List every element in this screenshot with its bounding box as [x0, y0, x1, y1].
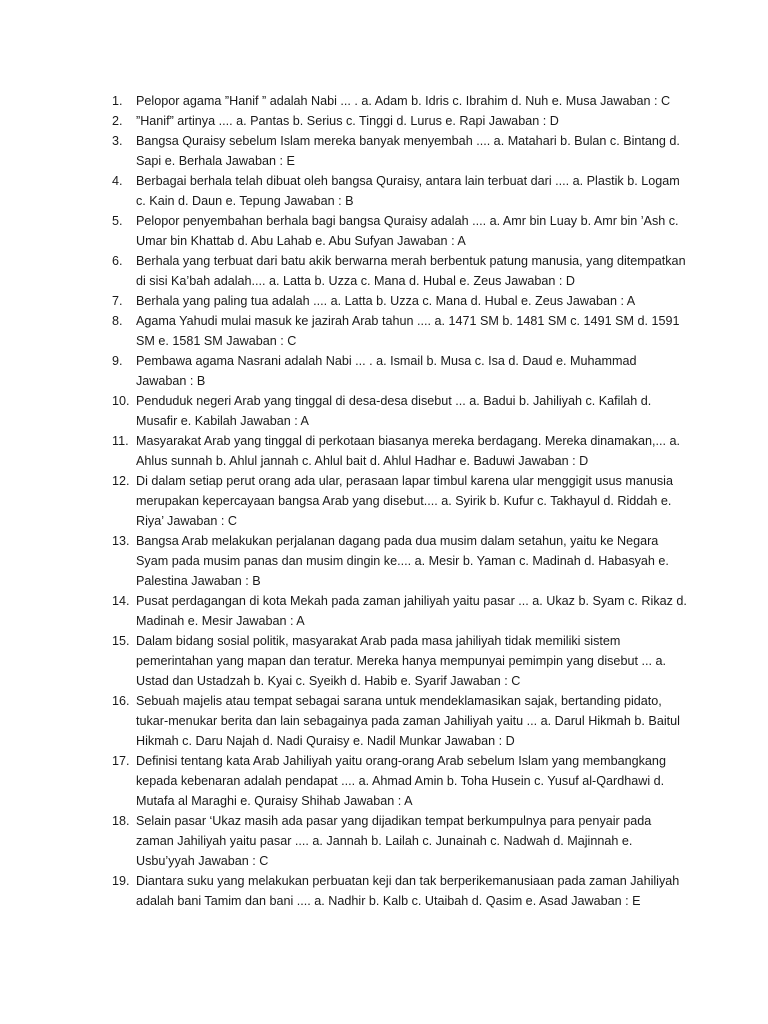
question-item [112, 311, 687, 351]
question-item [112, 251, 687, 291]
question-number: 11. [112, 434, 129, 448]
question-text: Bangsa Quraisy sebelum Islam mereka banyak menyembah .... a. Matahari b. Bulan c. Bintang d. Sapi e. Berhala Jawaban : E [136, 134, 680, 168]
question-item [112, 871, 687, 911]
question-text: Pelopor penyembahan berhala bagi bangsa Quraisy adalah .... a. Amr bin Luay b. Amr bin ’Ash c. Umar bin Khattab d. Abu Lahab e. Abu Sufyan Jawaban : A [136, 214, 679, 248]
question-number: 5. [112, 214, 123, 228]
question-number: 17. [112, 754, 130, 768]
question-number: 16. [112, 694, 130, 708]
question-number: 15. [112, 634, 130, 648]
question-text: Diantara suku yang melakukan perbuatan keji dan tak berperikemanusiaan pada zaman Jahiliyah adalah bani Tamim dan bani .... a. Nadhir b. Kalb c. Utaibah d. Qasim e. Asad Jawaban : E [136, 874, 680, 908]
question-number: 12. [112, 474, 130, 488]
question-number: 13. [112, 534, 130, 548]
question-text: Sebuah majelis atau tempat sebagai sarana untuk mendeklamasikan sajak, bertanding pidato, tukar-menukar berita dan lain sebagainya pada zaman Jahiliyah yaitu ... a. Darul Hikmah b. Baitul Hikmah c. Daru Najah d. Nadi Quraisy e. Nadil Munkar Jawaban : D [136, 694, 680, 748]
question-text: Berbagai berhala telah dibuat oleh bangsa Quraisy, antara lain terbuat dari .... a. Plastik b. Logam c. Kain d. Daun e. Tepung Jawaban : B [136, 174, 680, 208]
question-text: Berhala yang paling tua adalah .... a. Latta b. Uzza c. Mana d. Hubal e. Zeus Jawaban : A [136, 294, 636, 308]
question-list [112, 91, 687, 911]
question-number: 7. [112, 294, 123, 308]
question-item [112, 351, 687, 391]
question-number: 3. [112, 134, 123, 148]
question-item [112, 811, 687, 871]
question-text: Penduduk negeri Arab yang tinggal di desa-desa disebut ... a. Badui b. Jahiliyah c. Kafilah d. Musafir e. Kabilah Jawaban : A [136, 394, 652, 428]
question-text: Pusat perdagangan di kota Mekah pada zaman jahiliyah yaitu pasar ... a. Ukaz b. Syam c. Rikaz d. Madinah e. Mesir Jawaban : A [136, 594, 687, 628]
question-text: Selain pasar ‘Ukaz masih ada pasar yang dijadikan tempat berkumpulnya para penyair pada zaman Jahiliyah yaitu pasar .... a. Jannah b. Lailah c. Junainah c. Nadwah d. Majinnah e. Usbu’yyah Jawaban : C [136, 814, 652, 868]
question-text: Masyarakat Arab yang tinggal di perkotaan biasanya mereka berdagang. Mereka dinamakan,... a. Ahlus sunnah b. Ahlul jannah c. Ahlul bait d. Ahlul Hadhar e. Baduwi Jawaban : D [136, 434, 680, 468]
question-text: Definisi tentang kata Arab Jahiliyah yaitu orang-orang Arab sebelum Islam yang membangkang kepada kebenaran adalah pendapat .... a. Ahmad Amin b. Toha Husein c. Yusuf al-Qardhawi d. Mutafa al Maraghi e. Quraisy Shihab Jawaban : A [136, 754, 666, 808]
question-number: 4. [112, 174, 123, 188]
question-text: Dalam bidang sosial politik, masyarakat Arab pada masa jahiliyah tidak memiliki sistem pemerintahan yang mapan dan teratur. Mereka hanya mempunyai pemimpin yang disebut ... a. Ustad dan Ustadzah b. Kyai c. Syeikh d. Habib e. Syarif Jawaban : C [136, 634, 666, 688]
question-number: 14. [112, 594, 130, 608]
question-item [112, 631, 687, 691]
question-text: Di dalam setiap perut orang ada ular, perasaan lapar timbul karena ular menggigit usus manusia merupakan kepercayaan bangsa Arab yang disebut.... a. Syirik b. Kufur c. Takhayul d. Riddah e. Riya’ Jawaban : C [136, 474, 673, 528]
question-item [112, 391, 687, 431]
question-text: Agama Yahudi mulai masuk ke jazirah Arab tahun .... a. 1471 SM b. 1481 SM c. 1491 SM d. 1591 SM e. 1581 SM Jawaban : C [136, 314, 680, 348]
question-number: 6. [112, 254, 123, 268]
question-item [112, 591, 687, 631]
question-item [112, 471, 687, 531]
question-number: 9. [112, 354, 123, 368]
question-number: 8. [112, 314, 123, 328]
question-text: Pelopor agama ”Hanif ” adalah Nabi ... . a. Adam b. Idris c. Ibrahim d. Nuh e. Musa Jawaban : C [136, 94, 671, 108]
question-number: 1. [112, 94, 123, 108]
question-item [112, 431, 687, 471]
question-text: Pembawa agama Nasrani adalah Nabi ... . a. Ismail b. Musa c. Isa d. Daud e. Muhammad Jawaban : B [136, 354, 637, 388]
question-text: Berhala yang terbuat dari batu akik berwarna merah berbentuk patung manusia, yang ditempatkan di sisi Ka’bah adalah.... a. Latta b. Uzza c. Mana d. Hubal e. Zeus Jawaban : D [136, 254, 686, 288]
question-number: 19. [112, 874, 130, 888]
question-item [112, 751, 687, 811]
question-item [112, 211, 687, 251]
question-item [112, 691, 687, 751]
question-item [112, 291, 687, 311]
question-item [112, 531, 687, 591]
question-number: 18. [112, 814, 130, 828]
question-item [112, 171, 687, 211]
question-number: 10. [112, 394, 130, 408]
question-item [112, 91, 687, 111]
question-text: ”Hanif” artinya .... a. Pantas b. Serius c. Tinggi d. Lurus e. Rapi Jawaban : D [136, 114, 559, 128]
question-number: 2. [112, 114, 123, 128]
question-item [112, 131, 687, 171]
question-item [112, 111, 687, 131]
question-text: Bangsa Arab melakukan perjalanan dagang pada dua musim dalam setahun, yaitu ke Negara Syam pada musim panas dan musim dingin ke.... a. Mesir b. Yaman c. Madinah d. Habasyah e. Palestina Jawaban : B [136, 534, 669, 588]
